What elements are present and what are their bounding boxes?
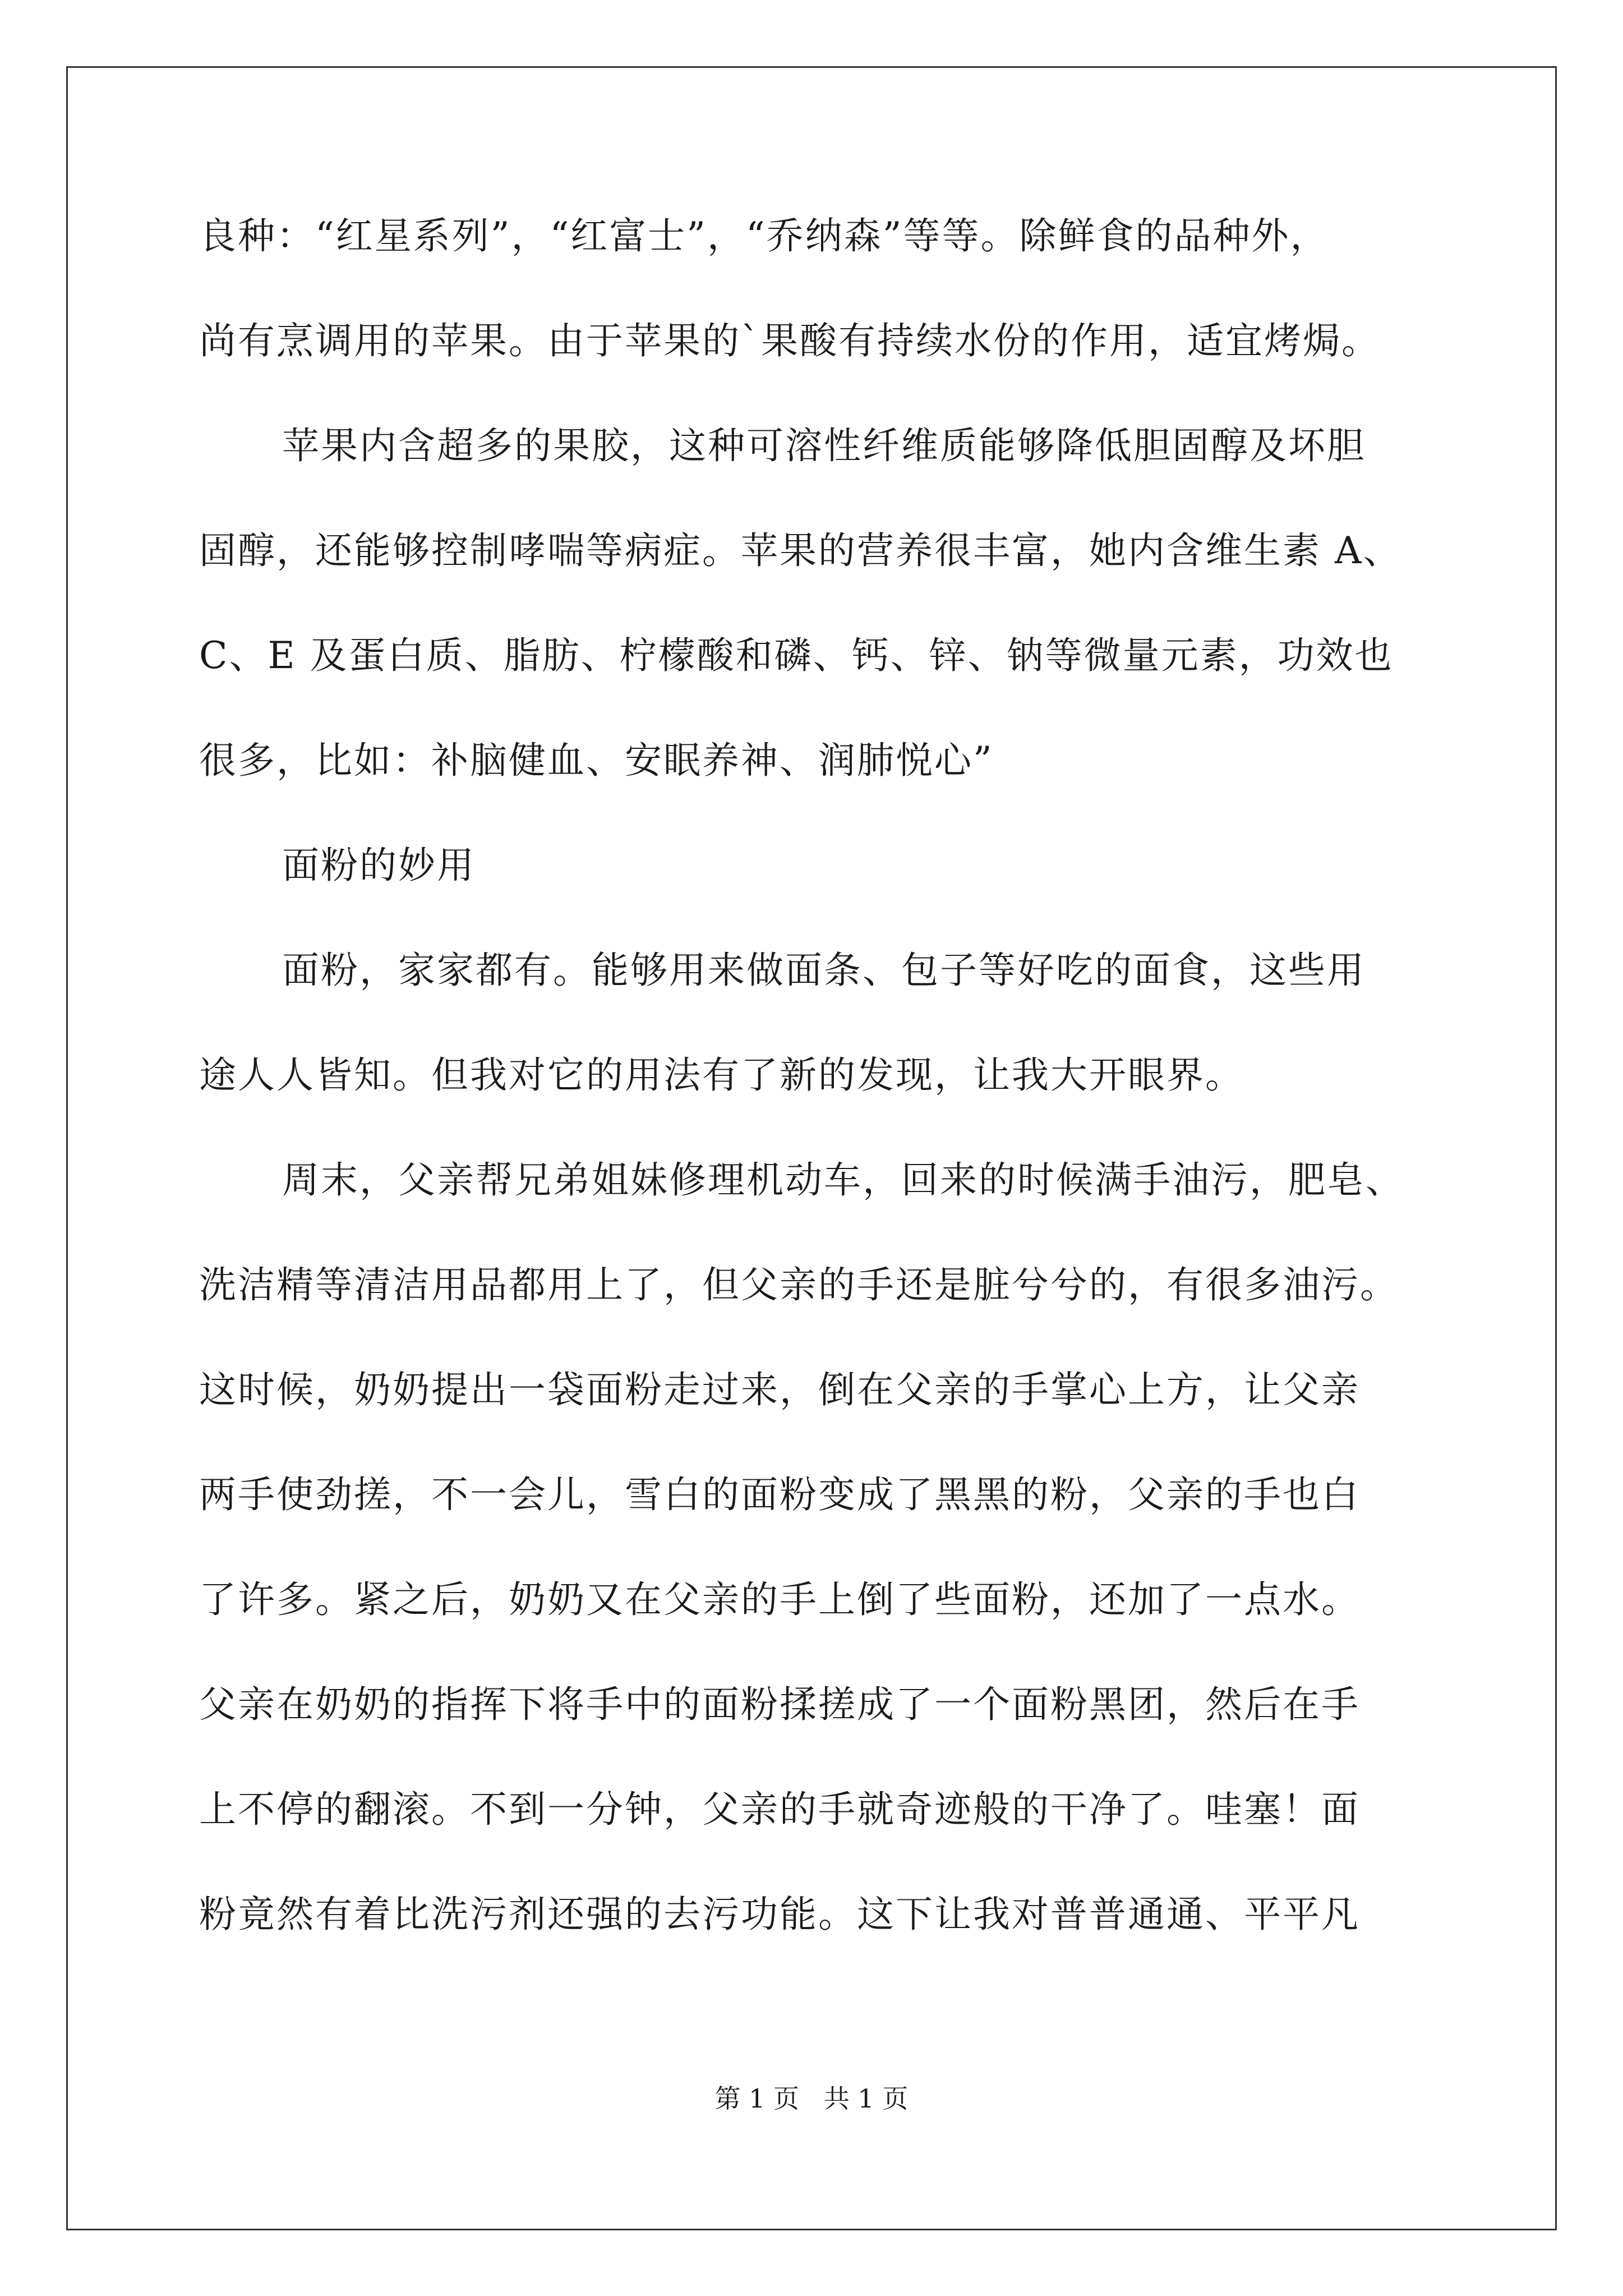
text-line: 面粉，家家都有。能够用来做面条、包子等好吃的面食，这些用: [282, 949, 1366, 992]
section-heading: 面粉的妙用: [282, 844, 476, 887]
text-line: 周末，父亲帮兄弟姐妹修理机动车，回来的时候满手油污，肥皂、: [282, 1158, 1404, 1202]
text-line: 很多，比如：补脑健血、安眠养神、润肺悦心”: [199, 739, 994, 782]
text-line: 洗洁精等清洁用品都用上了，但父亲的手还是脏兮兮的，有很多油污。: [199, 1263, 1399, 1306]
text-line: 两手使劲搓，不一会儿，雪白的面粉变成了黑黑的粉，父亲的手也白: [199, 1473, 1360, 1516]
document-body: [199, 214, 1424, 2001]
text-line: 上不停的翻滚。不到一分钟，父亲的手就奇迹般的干净了。哇塞！面: [199, 1788, 1360, 1831]
text-line: 固醇，还能够控制哮喘等病症。苹果的营养很丰富，她内含维生素 A、: [199, 529, 1402, 572]
text-line: 途人人皆知。但我对它的用法有了新的发现，让我大开眼界。: [199, 1053, 1244, 1097]
text-line: 尚有烹调用的苹果。由于苹果的`果酸有持续水份的作用，适宜烤焗。: [199, 319, 1380, 362]
text-line: C、E 及蛋白质、脂肪、柠檬酸和磷、钙、锌、钠等微量元素，功效也: [199, 634, 1394, 677]
text-line: 粉竟然有着比洗污剂还强的去污功能。这下让我对普普通通、平平凡: [199, 1893, 1360, 1936]
page-footer: 第 1 页 共 1 页: [714, 2083, 909, 2114]
text-line: 良种：“红星系列”，“红富士”，“乔纳森”等等。除鲜食的品种外，: [199, 214, 1329, 257]
text-line: 父亲在奶奶的指挥下将手中的面粉揉搓成了一个面粉黑团，然后在手: [199, 1683, 1360, 1726]
text-line: 这时候，奶奶提出一袋面粉走过来，倒在父亲的手掌心上方，让父亲: [199, 1368, 1360, 1411]
text-line: 了许多。紧之后，奶奶又在父亲的手上倒了些面粉，还加了一点水。: [199, 1578, 1360, 1621]
text-line: 苹果内含超多的果胶，这种可溶性纤维质能够降低胆固醇及坏胆: [282, 424, 1366, 467]
